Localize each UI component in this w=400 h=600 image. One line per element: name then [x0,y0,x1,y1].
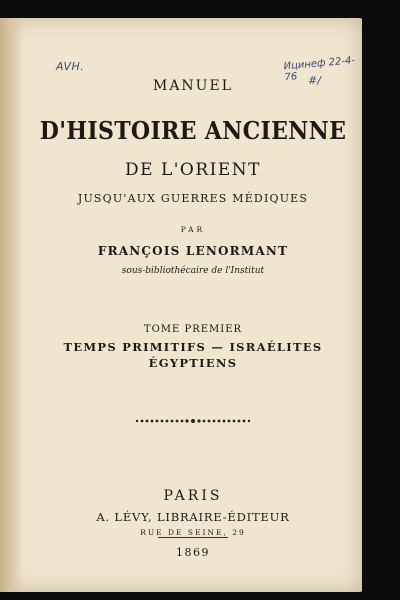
ornament-divider [134,416,252,426]
page-gutter [0,18,24,592]
author-name: FRANÇOIS LENORMANT [97,244,289,258]
handwritten-note-right: Ицинеф 22-4-76 [283,55,356,84]
title-manuel: MANUEL [152,78,233,94]
book-scope: JUSQU'AUX GUERRES MÉDIQUES [77,192,309,205]
author-role: sous-bibliothécaire de l'Institut [121,266,265,276]
handwritten-note-right-mark: #/ [308,74,321,87]
handwritten-note-left: AVH. [56,60,85,73]
par-label: PAR [180,225,206,234]
publication-year: 1869 [176,546,210,559]
contents-line-2: ÉGYPTIENS [148,356,238,370]
book-title: D'HISTOIRE ANCIENNE [39,116,347,145]
title-page [24,18,362,592]
tome-label: TOME PREMIER [143,324,243,335]
publisher-city: PARIS [163,488,223,504]
publisher-name: A. LÉVY, LIBRAIRE-ÉDITEUR [96,510,290,524]
publisher-address: RUE DE SEINE, 29 [140,528,246,537]
book-subtitle: DE L'ORIENT [125,160,261,180]
divider-rule [158,537,228,538]
contents-line-1: TEMPS PRIMITIFS — ISRAÉLITES [63,340,323,354]
